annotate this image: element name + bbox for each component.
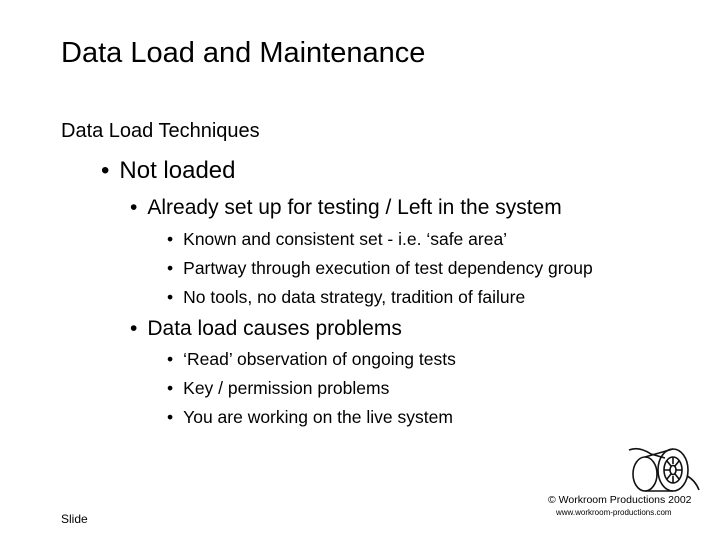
- bullet-level1: [101, 157, 236, 185]
- bullet-level3: [167, 229, 507, 250]
- bullet-text: Known and consistent set - i.e. ‘safe area’: [183, 229, 508, 249]
- bullet-level3: [167, 258, 593, 279]
- website-text: www.workroom-productions.com: [556, 508, 672, 517]
- bullet-level3: [167, 378, 389, 399]
- bullet-text: Data load causes problems: [147, 317, 402, 340]
- section-heading: Data Load Techniques: [61, 120, 260, 142]
- bullet-marker: •: [167, 349, 174, 369]
- bullet-marker: •: [167, 229, 174, 249]
- bullet-text: Already set up for testing / Left in the system: [147, 196, 562, 219]
- bullet-level3: [167, 407, 453, 428]
- bullet-marker: •: [130, 196, 138, 219]
- workroom-logo-icon: [625, 440, 701, 496]
- bullet-marker: •: [130, 317, 138, 340]
- bullet-text: Partway through execution of test dependency group: [183, 258, 593, 278]
- bullet-marker: •: [167, 378, 174, 398]
- bullet-level2: [130, 196, 562, 220]
- bullet-text: ‘Read’ observation of ongoing tests: [183, 349, 456, 369]
- bullet-marker: •: [167, 287, 174, 307]
- bullet-text: Not loaded: [119, 157, 236, 184]
- slide-title: Data Load and Maintenance: [61, 37, 426, 69]
- bullet-text: You are working on the live system: [183, 407, 453, 427]
- bullet-text: No tools, no data strategy, tradition of failure: [183, 287, 526, 307]
- copyright-text: © Workroom Productions 2002: [548, 494, 692, 506]
- bullet-text: Key / permission problems: [183, 378, 390, 398]
- bullet-marker: •: [101, 157, 110, 184]
- bullet-marker: •: [167, 258, 174, 278]
- bullet-level3: [167, 349, 456, 370]
- slide-footer-label: Slide: [61, 512, 88, 526]
- bullet-level2: [130, 317, 402, 341]
- bullet-marker: •: [167, 407, 174, 427]
- bullet-level3: [167, 287, 525, 308]
